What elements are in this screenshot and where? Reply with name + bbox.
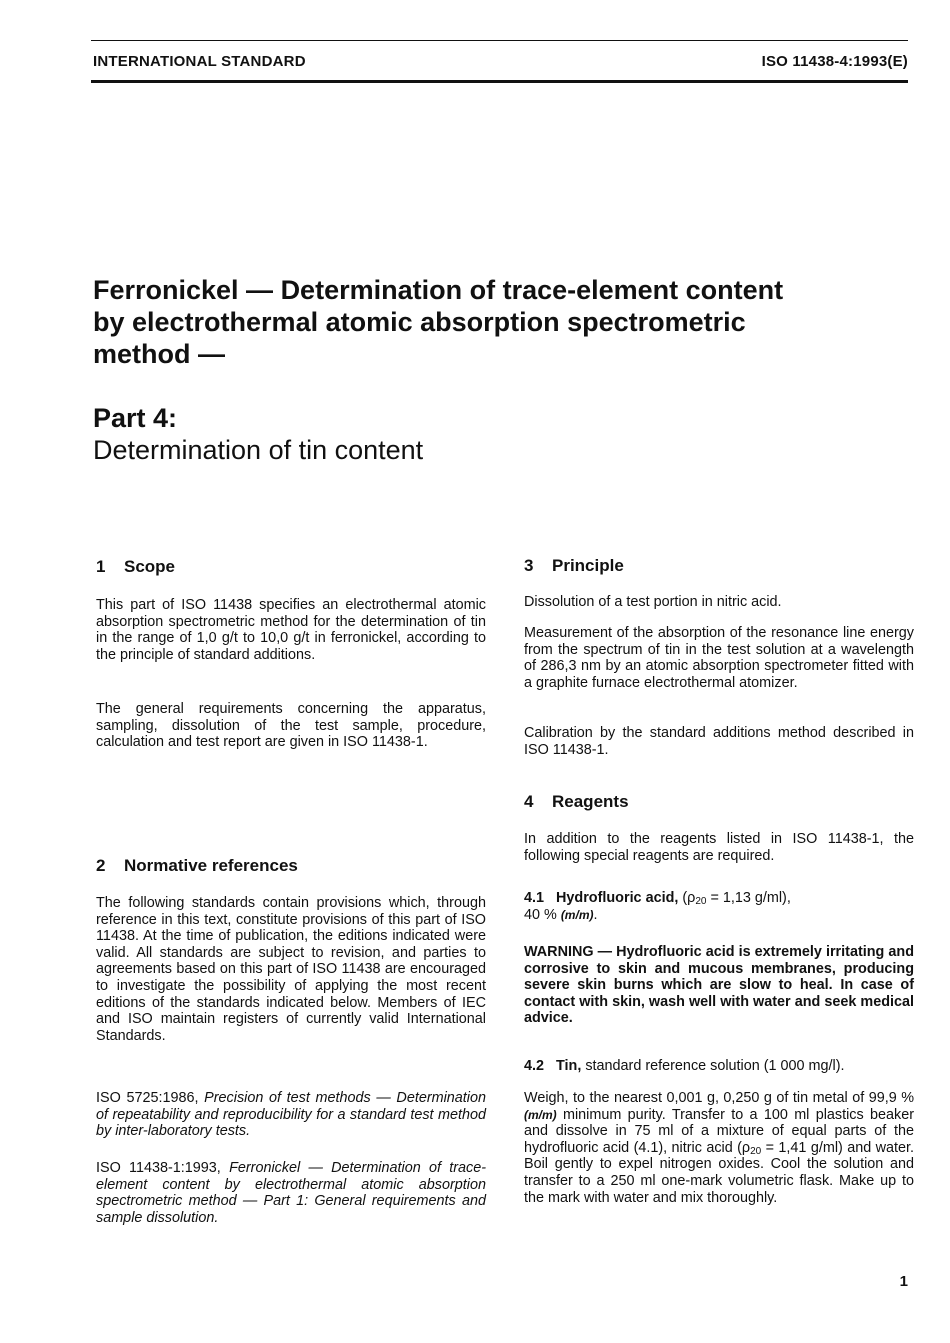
punctuation: . [593,906,598,923]
section-title: Principle [552,556,624,575]
scope-paragraph-1: This part of ISO 11438 specifies an electrothermal atomic absorption spectrometric method for the determination of tin in the range of 1,0 g/t to 10,0 g/t in ferronickel, according to the principle of standard additions. [96,597,486,663]
reagent-name: Hydrofluoric acid, [556,890,679,906]
section-title: Normative references [124,856,298,875]
text-part: = 1,41 g/ml) and water. Boil gently to expel nitrogen oxides. Cool the solution and transfer to a 250 ml one-mark volumetric flask. Make up to the mark with water and mix thoroughly. [524,1139,914,1206]
mass-fraction-unit: (m/m) [524,1107,557,1122]
part-subtitle: Determination of tin content [93,435,424,465]
title-line-3: method — [93,339,225,369]
section-number: 4 [524,792,534,811]
header-rule-top [91,40,908,41]
warning-hydrofluoric-acid: WARNING — Hydrofluoric acid is extremely irritating and corrosive to skin and mucous membranes, producing severe skin burns which are slow to heal. In case of contact with skin, wash well with water and seek medical advice. [524,944,914,1027]
principle-paragraph-3: Calibration by the standard additions method described in ISO 11438-1. [524,725,914,758]
part-label: Part 4: [93,403,178,433]
text-part: minimum purity. Transfer to a 100 ml plastics beaker and dissolve in 75 ml of a mixture of equal parts of the hydrofluoric acid (4.1), nitric acid (ρ [524,1106,914,1156]
reagent-description: standard reference solution (1 000 mg/l). [581,1058,845,1074]
section-normative-heading [96,856,298,876]
reagent-4-2 [524,1058,914,1075]
normative-reference-iso11438-1 [96,1160,486,1226]
document-type: INTERNATIONAL STANDARD [93,53,306,70]
reference-code: ISO 11438-1:1993, [96,1160,221,1176]
scope-paragraph-2: The general requirements concerning the apparatus, sampling, dissolution of the test sample, procedure, calculation and test report are given in ISO 11438-1. [96,701,486,751]
title-line-1: Ferronickel — Determination of trace-element content [93,275,784,305]
reagent-name: Tin, [556,1058,582,1074]
mass-fraction-unit: (m/m) [560,907,594,922]
density-value: = 1,13 g/ml), [706,890,791,906]
density-symbol: (ρ [682,890,696,906]
section-title: Reagents [552,792,629,811]
normative-paragraph: The following standards contain provisions which, through reference in this text, constitute provisions of this part of ISO 11438. At the time of publication, the editions indicated were valid. All standards are subject to revision, and parties to agreements based on this part of ISO 11438 are encouraged to investigate the possibility of applying the most recent editions of the standards indicated below. Members of IEC and ISO maintain registers of currently valid International Standards. [96,895,486,1044]
section-number: 3 [524,556,534,575]
title-line-2: by electrothermal atomic absorption spectrometric [93,307,746,337]
text-part: Weigh, to the nearest 0,001 g, 0,250 g of tin metal of 99,9 % [524,1090,914,1106]
section-number: 2 [96,856,106,875]
principle-paragraph-1: Dissolution of a test portion in nitric acid. [524,594,782,610]
reference-code: ISO 5725:1986, [96,1090,199,1106]
standard-number: ISO 11438-4:1993(E) [761,53,908,70]
concentration: 40 % [524,906,557,923]
density-subscript: 20 [750,1145,762,1157]
header-rule-bottom [91,80,908,83]
reagent-4-1 [524,890,914,923]
reference-title: Precision of test methods — Determination of repeatability and reproducibility for a standard test method by inter-laboratory tests. [96,1090,487,1140]
section-scope-heading [96,557,175,577]
section-principle-heading [524,556,624,576]
page-number: 1 [899,1273,908,1290]
density-subscript: 20 [695,896,707,907]
document-title [93,274,893,370]
clause-number: 4.1 [524,890,545,906]
reference-title: Ferronickel — Determination of trace-element content by electrothermal atomic absorption spectrometric method — Part 1: General requirements and sample dissolution. [96,1160,486,1226]
section-title: Scope [124,557,176,576]
section-number: 1 [96,557,106,576]
tin-preparation-paragraph [524,1090,914,1206]
section-reagents-heading [524,792,629,812]
reagents-intro: In addition to the reagents listed in ISO 11438-1, the following special reagents are required. [524,831,914,864]
principle-paragraph-2: Measurement of the absorption of the resonance line energy from the spectrum of tin in the test solution at a wavelength of 286,3 nm by an atomic absorption spectrometer fitted with a graphite furnace electrothermal atomizer. [524,625,914,691]
normative-reference-iso5725 [96,1090,486,1140]
clause-number: 4.2 [524,1058,545,1074]
